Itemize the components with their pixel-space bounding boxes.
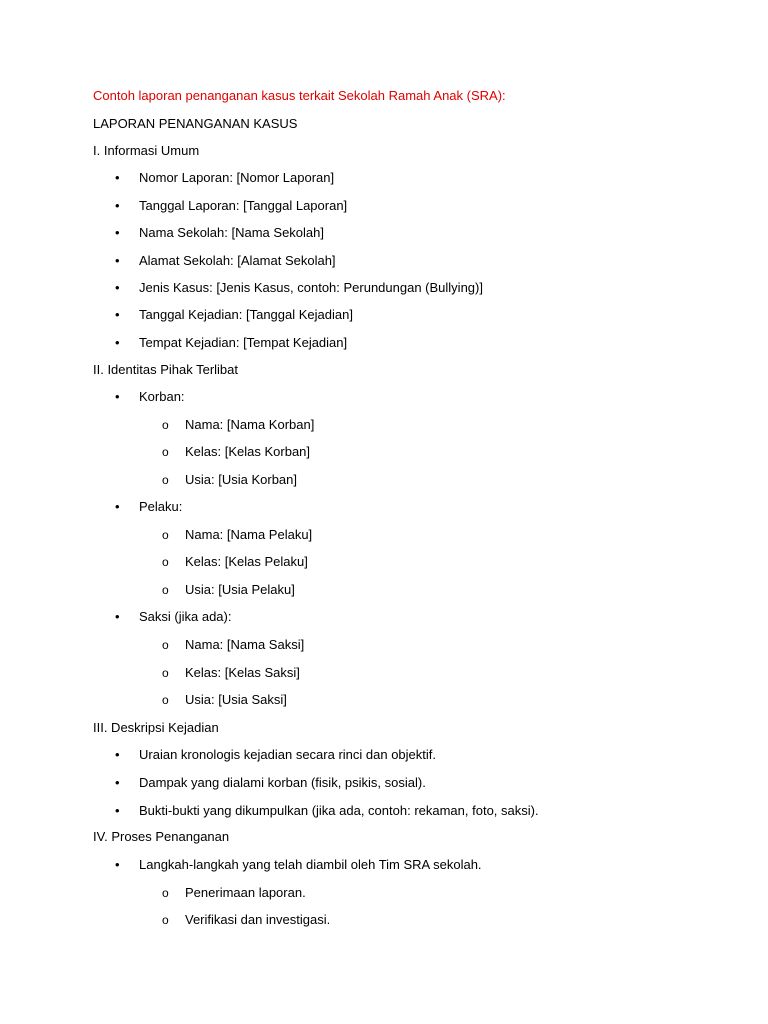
document-title: LAPORAN PENANGANAN KASUS [93,116,298,131]
bullet-dot-icon: • [115,499,120,514]
bullet-dot-icon: • [115,389,120,404]
sub-list-item [162,665,300,681]
bullet-dot-icon: • [115,335,120,350]
sub-list-item-text: Usia: [Usia Korban] [185,472,297,487]
sub-list-item-text: Kelas: [Kelas Korban] [185,444,311,459]
bullet-circle-icon: o [162,886,169,900]
sub-list-item-text: Kelas: [Kelas Pelaku] [185,554,308,569]
list-item-text: Tanggal Kejadian: [Tanggal Kejadian] [139,307,353,322]
bullet-dot-icon: • [115,747,120,762]
sub-list-item-text: Nama: [Nama Pelaku] [185,527,313,542]
bullet-circle-icon: o [162,555,169,569]
list-item [115,499,183,515]
list-item [115,803,539,819]
bullet-circle-icon: o [162,913,169,927]
list-item-text: Nama Sekolah: [Nama Sekolah] [139,225,324,240]
bullet-dot-icon: • [115,280,120,295]
list-item-text: Dampak yang dialami korban (fisik, psikis, sosial). [139,775,426,790]
section-heading-informasi-umum: I. Informasi Umum [93,143,200,158]
sub-list-item-text: Usia: [Usia Saksi] [185,692,287,707]
list-item [115,775,426,791]
list-item-text: Korban: [139,389,185,404]
bullet-circle-icon: o [162,693,169,707]
list-item-text: Pelaku: [139,499,183,514]
sub-list-item [162,554,308,570]
bullet-dot-icon: • [115,225,120,240]
bullet-dot-icon: • [115,609,120,624]
sub-list-item [162,444,311,460]
bullet-dot-icon: • [115,857,120,872]
sub-list-item-text: Verifikasi dan investigasi. [185,912,331,927]
sub-list-item [162,692,287,708]
bullet-dot-icon: • [115,307,120,322]
bullet-circle-icon: o [162,666,169,680]
intro-text: Contoh laporan penanganan kasus terkait Sekolah Ramah Anak (SRA): [93,88,506,103]
list-item-text: Uraian kronologis kejadian secara rinci dan objektif. [139,747,436,762]
list-item [115,198,348,214]
bullet-circle-icon: o [162,445,169,459]
section-heading-deskripsi-kejadian: III. Deskripsi Kejadian [93,720,219,735]
list-item-text: Langkah-langkah yang telah diambil oleh Tim SRA sekolah. [139,857,482,872]
sub-list-item-text: Penerimaan laporan. [185,885,306,900]
section-heading-identitas-pihak: II. Identitas Pihak Terlibat [93,362,239,377]
list-item-text: Saksi (jika ada): [139,609,232,624]
bullet-dot-icon: • [115,253,120,268]
sub-list-item [162,417,315,433]
list-item [115,225,324,241]
list-item-text: Bukti-bukti yang dikumpulkan (jika ada, contoh: rekaman, foto, saksi). [139,803,539,818]
bullet-circle-icon: o [162,583,169,597]
list-item [115,280,483,296]
list-item-text: Tanggal Laporan: [Tanggal Laporan] [139,198,348,213]
bullet-dot-icon: • [115,775,120,790]
sub-list-item [162,582,295,598]
list-item [115,335,348,351]
list-item [115,307,353,323]
section-heading-proses-penanganan: IV. Proses Penanganan [93,829,230,844]
sub-list-item-text: Kelas: [Kelas Saksi] [185,665,300,680]
list-item [115,170,335,186]
sub-list-item [162,885,306,901]
bullet-circle-icon: o [162,638,169,652]
bullet-dot-icon: • [115,198,120,213]
sub-list-item [162,527,313,543]
bullet-circle-icon: o [162,473,169,487]
sub-list-item-text: Nama: [Nama Korban] [185,417,315,432]
sub-list-item-text: Usia: [Usia Pelaku] [185,582,295,597]
bullet-dot-icon: • [115,803,120,818]
bullet-circle-icon: o [162,528,169,542]
list-item-text: Tempat Kejadian: [Tempat Kejadian] [139,335,348,350]
list-item [115,389,185,405]
bullet-circle-icon: o [162,418,169,432]
list-item [115,857,482,873]
list-item [115,747,436,763]
list-item [115,253,336,269]
sub-list-item [162,637,305,653]
list-item-text: Alamat Sekolah: [Alamat Sekolah] [139,253,336,268]
sub-list-item [162,472,297,488]
list-item-text: Nomor Laporan: [Nomor Laporan] [139,170,335,185]
sub-list-item-text: Nama: [Nama Saksi] [185,637,305,652]
list-item-text: Jenis Kasus: [Jenis Kasus, contoh: Perundungan (Bullying)] [139,280,483,295]
list-item [115,609,232,625]
sub-list-item [162,912,331,928]
bullet-dot-icon: • [115,170,120,185]
